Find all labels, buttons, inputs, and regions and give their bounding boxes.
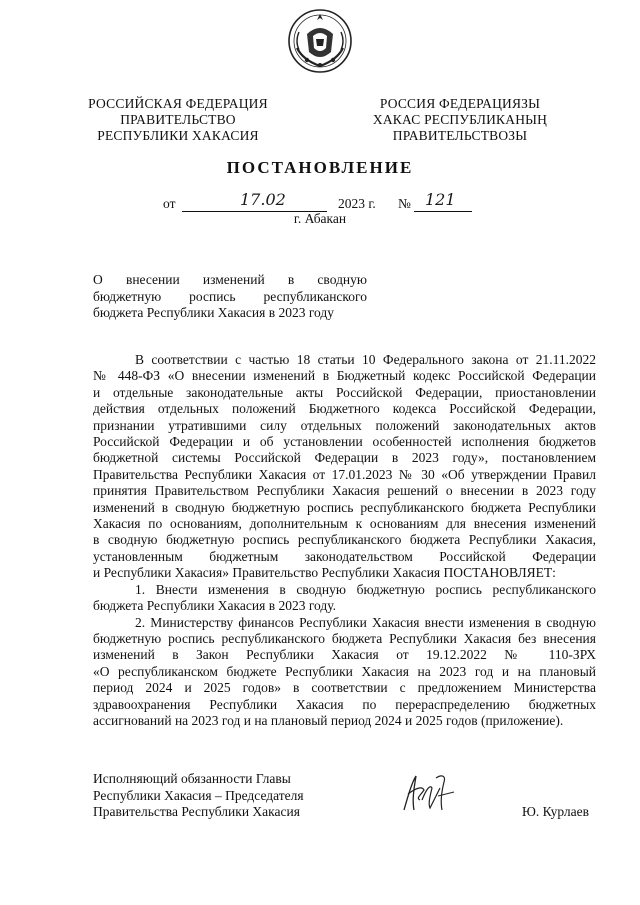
body-line: и отдельные законодательные акты Российской Федерации, приостановлении (93, 384, 596, 400)
body-line: Российской Федерации и об установлении особенностей исполнения бюджетов (93, 434, 596, 450)
body-line: действия отдельных положений Бюджетного кодекса Российской Федерации, (93, 401, 596, 417)
year-label: 2023 г. (338, 196, 376, 211)
body-line: Правительства Республики Хакасия от 17.01.2023 № 30 «Об утверждении Правил (93, 466, 596, 482)
subject-line: О внесении изменений в сводную (93, 272, 367, 287)
subject-block (93, 272, 367, 322)
header-right-line: РОССИЯ ФЕДЕРАЦИЯЗЫ (379, 96, 541, 111)
body-line: № 448-ФЗ «О внесении изменений в Бюджетный кодекс Российской Федерации (93, 368, 596, 384)
header-khakas (355, 96, 565, 144)
body-line: изменений в Закон Республики Хакасия от 19.12.2022 № 110-ЗРХ (93, 647, 596, 663)
body-line: в сводную бюджетную роспись республиканского бюджета Республики Хакасия, (93, 532, 596, 548)
body-line: ассигнований на 2023 год и на плановый период 2024 и 2025 годов (приложение). (93, 712, 564, 728)
body-line: 1. Внести изменения в сводную бюджетную роспись республиканского (135, 581, 596, 597)
body-line: принятия Правительством Республики Хакасия решений о внесении в 2023 году (93, 483, 596, 499)
signatory-position-line: Исполняющий обязанности Главы (93, 771, 291, 786)
header-right-line: ПРАВИТЕЛЬСТВОЗЫ (392, 128, 528, 143)
resolution-body (93, 352, 596, 729)
signatory-position (93, 771, 304, 821)
signatory-name: Ю. Курлаев (522, 804, 590, 819)
city: г. Абакан (293, 211, 347, 226)
from-label: от (163, 196, 176, 211)
body-line: бюджетную роспись республиканского бюджета Республики Хакасия без внесения (93, 630, 596, 646)
header-left-line: ПРАВИТЕЛЬСТВО (120, 112, 236, 127)
header-left-line: РОССИЙСКАЯ ФЕДЕРАЦИЯ (88, 96, 268, 111)
document-title: ПОСТАНОВЛЕНИЕ (226, 158, 414, 177)
number-label: № (398, 196, 411, 211)
signatory-position-line: Республики Хакасия – Председателя (93, 787, 304, 803)
handwritten-signature (398, 770, 458, 816)
body-line: Хакасия по основаниям, дополнительным к основаниям для внесения изменений (93, 516, 596, 532)
body-line: установленным бюджетным законодательством Российской Федерации (93, 548, 596, 564)
body-line: изменений в сводную бюджетную роспись республиканского бюджета Республики (93, 499, 596, 515)
handwritten-number: 121 (425, 190, 456, 209)
signatory-position-line: Правительства Республики Хакасия (93, 804, 300, 819)
body-line: «О республиканском бюджете Республики Хакасия на 2023 год и на плановый (93, 663, 596, 679)
body-line: и Республики Хакасия» Правительство Республики Хакасия ПОСТАНОВЛЯЕТ: (93, 565, 556, 581)
header-right-line: ХАКАС РЕСПУБЛИКАНЫҢ (372, 112, 548, 127)
subject-line: бюджета Республики Хакасия в 2023 году (93, 305, 335, 320)
coat-of-arms-emblem (287, 8, 353, 74)
subject-line: бюджетную роспись республиканского (93, 288, 367, 304)
handwritten-date: 17.02 (240, 190, 286, 209)
header-left-line: РЕСПУБЛИКИ ХАКАСИЯ (97, 128, 259, 143)
body-line: здравоохранения Республики Хакасия по перераспределению бюджетных (93, 696, 596, 712)
body-line: 2. Министерству финансов Республики Хакасия внести изменения в сводную (135, 614, 596, 630)
header-russian (78, 96, 278, 144)
body-line: В соответствии с частью 18 статьи 10 Федерального закона от 21.11.2022 (135, 352, 596, 367)
body-line: бюджетной системы Российской Федерации в 2023 году», постановлением (93, 450, 596, 466)
body-line: бюджета Республики Хакасия в 2023 году. (93, 598, 337, 614)
body-line: период 2024 и 2025 годов» в соответствии с предложением Министерства (93, 680, 596, 696)
body-line: признании утратившими силу отдельных положений законодательных актов (93, 417, 596, 433)
